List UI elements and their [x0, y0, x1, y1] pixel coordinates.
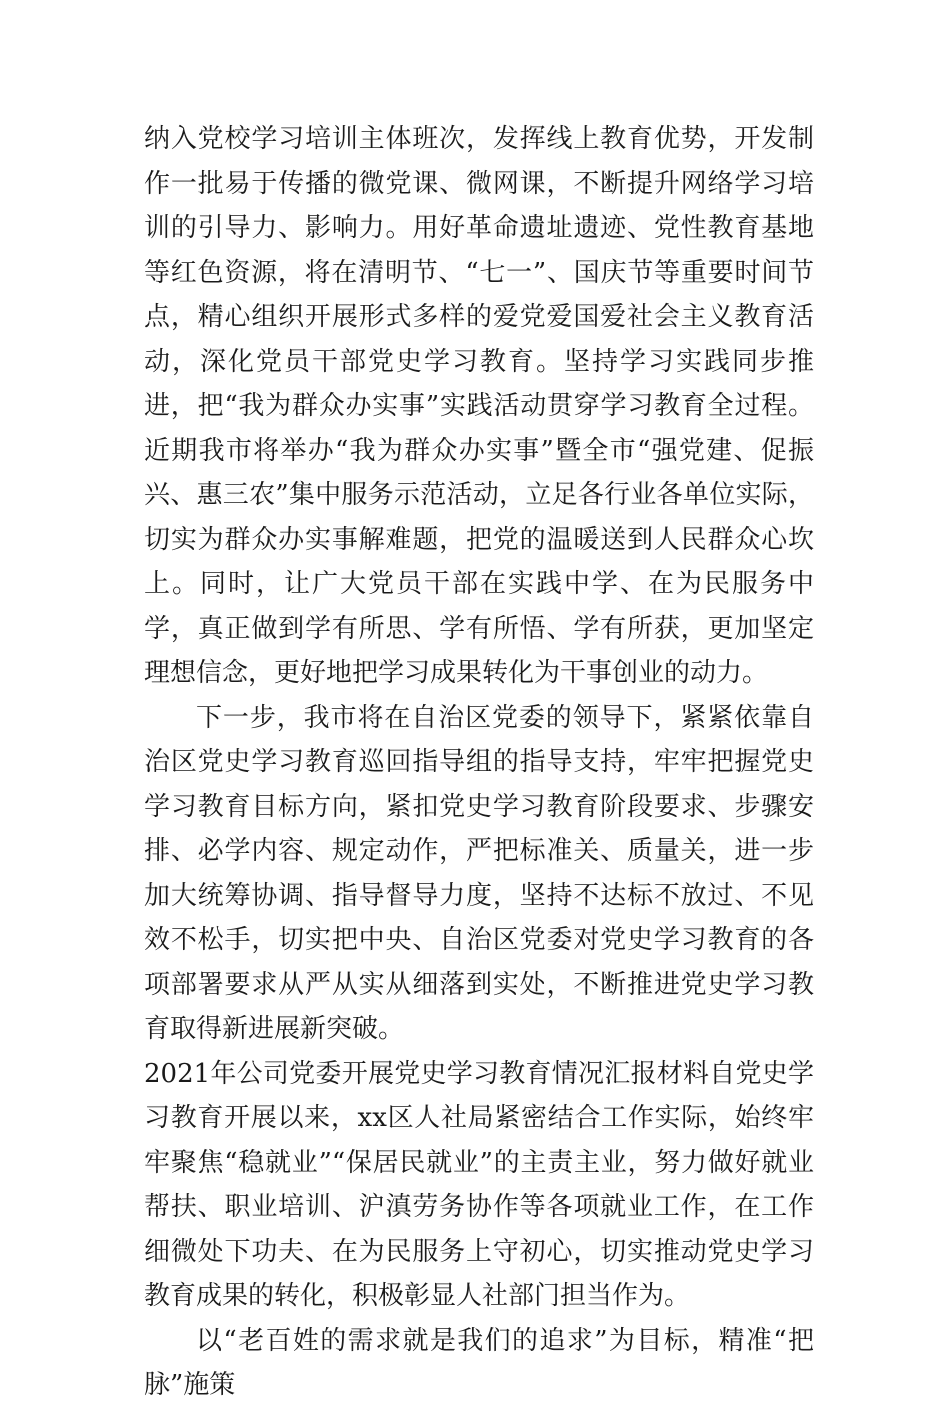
paragraph-3: 2021年公司党委开展党史学习教育情况汇报材料自党史学习教育开展以来，xx区人社局紧密结合工作实际，始终牢牢聚焦“稳就业”“保居民就业”的主责主业，努力做好就业帮扶、职业培训、沪滇劳务协作等各项就业工作，在工作细微处下功夫、在为民服务上守初心，切实推动党史学习教育成果的转化，积极彰显人社部门担当作为。: [144, 1058, 814, 1311]
document-body: [144, 117, 814, 1408]
paragraph-1: 纳入党校学习培训主体班次，发挥线上教育优势，开发制作一批易于传播的微党课、微网课，不断提升网络学习培训的引导力、影响力。用好革命遗址遗迹、党性教育基地等红色资源，将在清明节、“七一”、国庆节等重要时间节点，精心组织开展形式多样的爱党爱国爱社会主义教育活动，深化党员干部党史学习教育。坚持学习实践同步推进，把“我为群众办实事”实践活动贯穿学习教育全过程。近期我市将举办“我为群众办实事”暨全市“强党建、促振兴、惠三农”集中服务示范活动，立足各行业各单位实际，切实为群众办实事解难题，把党的温暖送到人民群众心坎上。同时，让广大党员干部在实践中学、在为民服务中学，真正做到学有所思、学有所悟、学有所获，更加坚定理想信念，更好地把学习成果转化为干事创业的动力。: [144, 124, 814, 688]
paragraph-4: 以“老百姓的需求就是我们的追求”为目标，精准“把脉”施策: [144, 1325, 814, 1400]
paragraph-2: 下一步，我市将在自治区党委的领导下，紧紧依靠自治区党史学习教育巡回指导组的指导支持，牢牢把握党史学习教育目标方向，紧扣党史学习教育阶段要求、步骤安排、必学内容、规定动作，严把标准关、质量关，进一步加大统筹协调、指导督导力度，坚持不达标不放过、不见效不松手，切实把中央、自治区党委对党史学习教育的各项部署要求从严从实从细落到实处，不断推进党史学习教育取得新进展新突破。: [144, 702, 814, 1044]
